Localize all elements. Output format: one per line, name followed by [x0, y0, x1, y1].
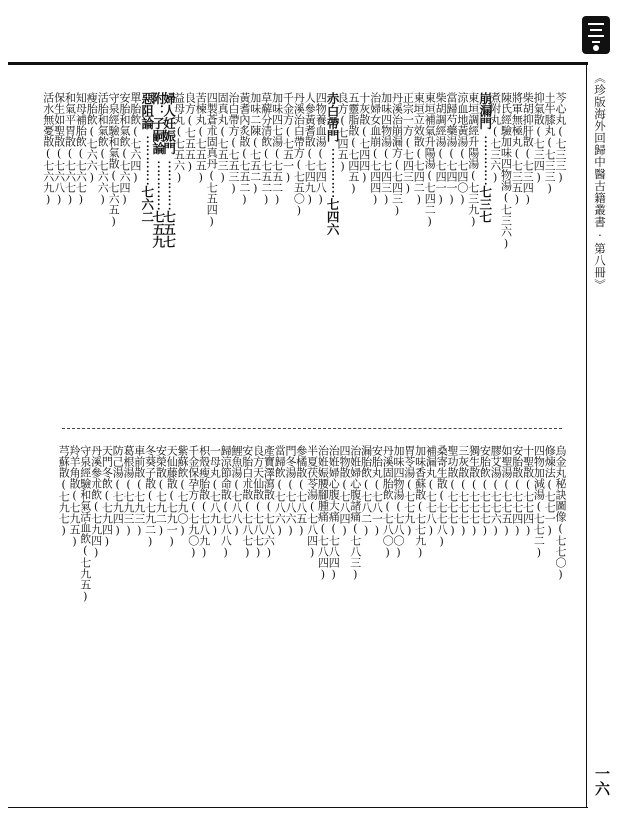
toc-entry: 冬葵子散(七九二) — [143, 445, 157, 548]
toc-entry: 半夏茯苓湯(七八四) — [305, 445, 319, 559]
toc-entry: 將軍無極丸(七三五) — [510, 92, 524, 206]
toc-entry: 丹溪參朮飲(七九四) — [89, 445, 103, 559]
top-rule — [8, 62, 588, 65]
middle-divider — [62, 428, 562, 429]
section-label: 惡阻論 — [139, 92, 155, 130]
toc-entry: 草薢分清飲(七五二) — [259, 92, 273, 206]
toc-entry: 車前散(七九三) — [132, 445, 146, 537]
toc-entry: 膠艾湯(七七六) — [489, 445, 503, 537]
toc-entry: 丹溪固胎飲(七八〇) — [381, 445, 395, 559]
page-header-title: 《珍版海外回歸中醫古籍叢書·第八冊》 — [593, 72, 607, 291]
toc-entry: 治姙娠腰腳腫痛(七八四) — [316, 445, 330, 581]
toc-entry: 當歸芍藥湯(七四一) — [445, 92, 458, 206]
toc-entry: 加味四物湯(七四三) — [379, 92, 393, 206]
leader-dots: ⋯⋯⋯⋯ — [325, 148, 341, 198]
toc-entry: 柴胡抑肝散(七三四) — [521, 92, 535, 206]
toc-entry: 天門冬飲(七九四) — [100, 445, 114, 548]
toc-entry: 漏胎飲(七八二) — [359, 445, 373, 537]
section-page: 七四六 — [325, 198, 341, 236]
toc-entry: 胃苓湯(七七九) — [402, 445, 416, 537]
toc-entry: 修煉法(七七一) — [543, 445, 557, 537]
toc-entry: 三灰散(七七七) — [456, 445, 470, 537]
toc-entry: 丹溪治白帶方(七五〇) — [292, 92, 306, 217]
section-label: 附：子嗣論 — [150, 92, 166, 155]
toc-entry: 聖功散(七七七) — [446, 445, 459, 537]
section-label: 婦人妊娠門 — [161, 92, 177, 155]
toc-entry: 東垣立效散(七四二) — [412, 92, 426, 206]
toc-entry: 土牛膝丸(七三三) — [543, 92, 557, 195]
toc-entry: 守泉經驗和氣散(七六五) — [107, 92, 121, 228]
toc-entry: 枳殼瘦胎散(七八九) — [197, 445, 211, 559]
page-number: 一六 — [593, 766, 611, 796]
toc-entry: 四製蒼朮固真丹(七五四) — [205, 92, 219, 228]
toc-entry: 良方(七四五) — [336, 92, 349, 173]
toc-entry: 良方(七五五) — [183, 92, 197, 173]
toc-entry: 安胎和氣飲(七六四) — [118, 92, 131, 206]
toc-entry: 安胎白朮散(七八七) — [240, 445, 254, 559]
toc-entry: 加味四七湯(七五二) — [270, 92, 284, 206]
toc-entry: 安胎飲(七七七) — [478, 445, 492, 537]
toc-entry: 紫蘇飲(七九〇) — [176, 445, 189, 537]
toc-entry: 天仙藤散(七九一) — [165, 445, 179, 548]
toc-entry: 十灰散(七四四) — [357, 92, 371, 184]
toc-entry: 治姙婦心腹諸痛(七八三) — [348, 445, 362, 581]
toc-entry: 活胎和氣飲(七六六) — [96, 92, 110, 206]
toc-entry: 加味香蘇散(七七九) — [413, 445, 427, 559]
toc-entry: 葛根湯(七九三) — [122, 445, 135, 537]
toc-entry: 東垣補氣升陽湯(七四二) — [423, 92, 437, 228]
toc-entry: 千金保孕方(七九〇) — [186, 445, 200, 559]
publisher-logo — [580, 12, 612, 58]
toc-entry: 十聖散(七七四) — [521, 445, 535, 537]
toc-entry: 正宗一方(七四三) — [401, 92, 415, 195]
bottom-rule — [8, 807, 588, 808]
toc-entry: 門冬湯(七八六) — [284, 445, 297, 537]
toc-entry: 補漏丸(七七八) — [424, 445, 438, 537]
toc-entry: 黃耆內炙散(七五二) — [237, 92, 251, 206]
toc-entry: 瘦胎飲(七六六) — [85, 92, 99, 184]
leader-dots: ⋯⋯⋯⋯ — [477, 135, 493, 186]
toc-entry: 和氣平胃散(七六七) — [63, 92, 77, 206]
toc-entry: 芩心丸(七三三) — [554, 92, 567, 184]
leader-dots: ⋯⋯⋯⋯ — [150, 160, 166, 211]
section-label: 崩漏門 — [477, 92, 493, 130]
section-label: 赤白帶門 — [325, 92, 341, 142]
toc-entry: 一母丸(七八九) — [208, 445, 222, 537]
section-page: 七六二 — [139, 185, 155, 223]
leader-dots: ⋯⋯⋯⋯ — [161, 160, 177, 211]
toc-entry: 四物加減湯(七七二) — [532, 445, 546, 559]
section-page: 七三七 — [477, 185, 493, 223]
toc-entry: 芎蘇散(七九七) — [57, 445, 71, 537]
toc-entry: 抑氣散(七三四) — [532, 92, 546, 184]
toc-entry: 治白帶方(七五三) — [227, 92, 240, 195]
toc-entry: 保生如聖散(七六八) — [52, 92, 66, 206]
toc-entry: 陳氏經驗加味四物湯(七三六) — [499, 92, 513, 250]
toc-entry: 單胎飲(七六四) — [128, 92, 142, 184]
section-page: 七五七 — [161, 210, 177, 248]
toc-entry: 丹溪治崩漏方(七四三) — [390, 92, 404, 217]
toc-entry: 安榮散(七九二) — [154, 445, 168, 537]
toc-entry: 五靈脂散(七四五) — [346, 92, 360, 195]
toc-entry: 當歸飲(七八六) — [273, 445, 287, 537]
header-separator-rule — [586, 62, 587, 807]
toc-entry: 參橘散(七八五) — [294, 445, 308, 537]
toc-entry: 防己湯(七九四) — [111, 445, 125, 537]
toc-entry: 涼血地黃湯(七四〇) — [455, 92, 469, 206]
toc-entry: 產寶澤瀉散(七八六) — [262, 445, 276, 559]
toc-entry: 桑寄生散(七七八) — [435, 445, 449, 548]
toc-entry: 知母補胎飲(七六七) — [74, 92, 88, 206]
toc-entry: 安胎丸(七八一) — [370, 445, 384, 537]
section-page: 七五九 — [150, 210, 166, 248]
toc-entry: 如聖湯(七七五) — [500, 445, 513, 537]
toc-entry: 苦楝丸(七五五) — [194, 92, 208, 184]
toc-entry: 四物養血湯(七四八) — [314, 92, 328, 206]
leader-dots: ⋯⋯⋯⋯ — [139, 135, 155, 186]
toc-entry: 獨生散(七七七) — [467, 445, 481, 537]
toc-entry: 守泉經驗和氣活血飲(七九五) — [78, 445, 92, 603]
toc-entry: 東垣調經升陽湯(七三九) — [466, 92, 480, 228]
toc-entry: 治婦女血崩(七四四) — [368, 92, 382, 206]
toc-entry: 羚羊角散(七九五) — [68, 445, 81, 548]
toc-entry: 益母丸(七五六) — [172, 92, 186, 184]
toc-entry: 烏金丸秘訣圖像(七七〇) — [554, 445, 567, 581]
toc-entry: 人參黃耆散(七四九) — [303, 92, 317, 206]
toc-entry: 固真丸(七五三) — [216, 92, 230, 184]
toc-entry: 歸涼節命散(七八八) — [219, 445, 233, 559]
toc-entry: 千金方(七五一) — [281, 92, 295, 184]
toc-entry: 鯉魚湯(七八八) — [230, 445, 243, 537]
toc-entry: 柴胡調經湯(七四一) — [434, 92, 448, 206]
toc-entry: 加味四物湯(七八〇) — [392, 445, 405, 559]
toc-entry: 四物散(七八四) — [338, 445, 351, 537]
toc-entry: 加味二陳(七五二) — [248, 92, 262, 195]
toc-entry: 治姙婦心腹大痛(七八四) — [327, 445, 341, 581]
toc-entry: 良方天仙散(七八七) — [251, 445, 265, 559]
toc-entry: 煮附丸(七三六) — [488, 92, 502, 184]
toc-entry: 安胎散(七七四) — [510, 445, 524, 537]
toc-entry: 活水無憂散(七六九) — [41, 92, 55, 206]
